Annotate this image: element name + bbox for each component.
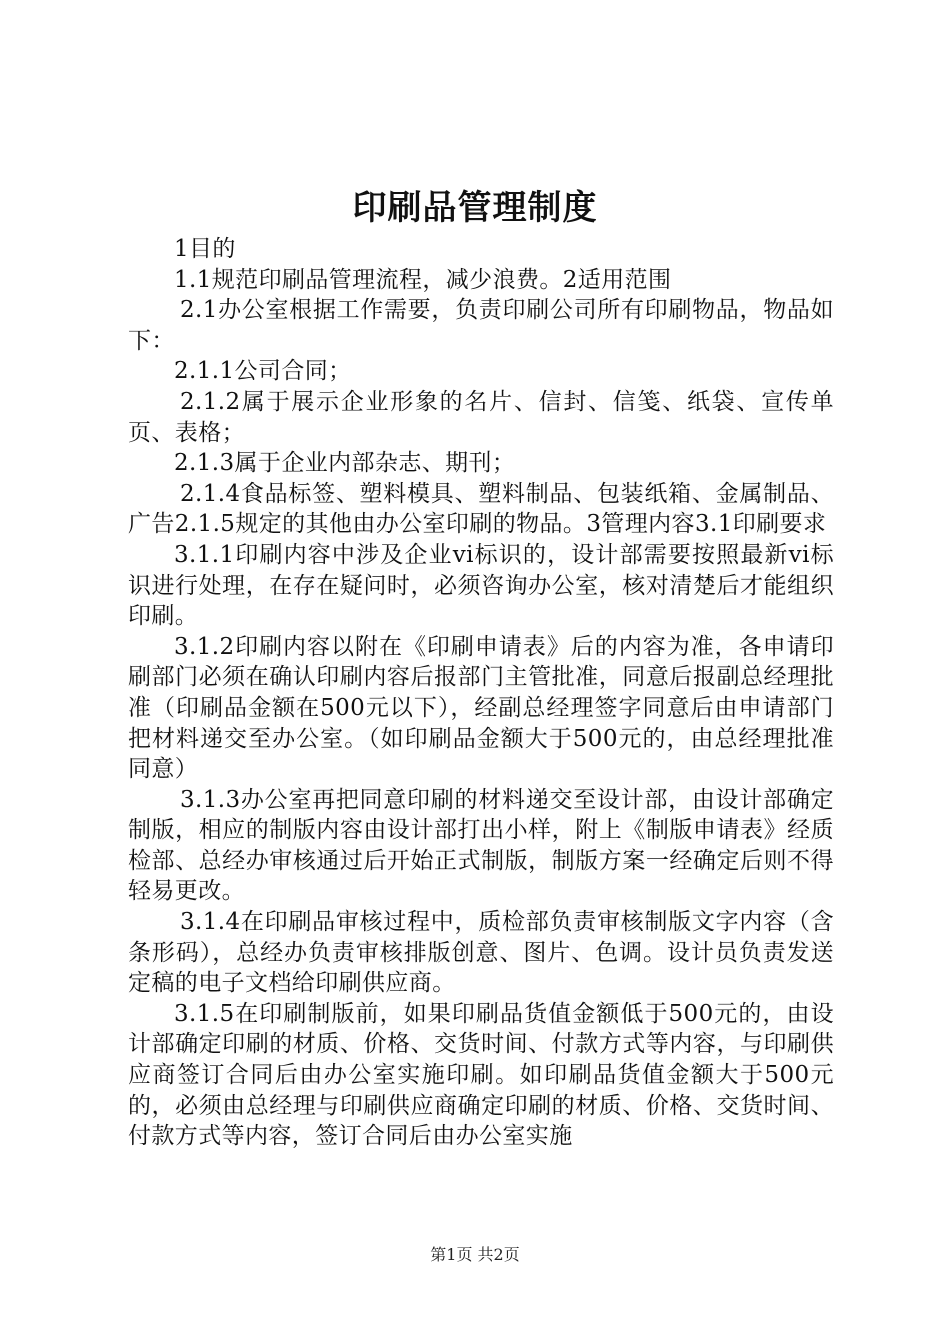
paragraph: 3.1.1印刷内容中涉及企业vi标识的，设计部需要按照最新vi标识进行处理，在存在疑问时，必须咨询办公室，核对清楚后才能组织印刷。 [128, 541, 834, 630]
paragraph: 2.1.4食品标签、塑料模具、塑料制品、包装纸箱、金属制品、广告2.1.5规定的其他由办公室印刷的物品。3管理内容3.1印刷要求 [128, 480, 834, 538]
page-number-footer: 第1页 共2页 [430, 1245, 520, 1264]
paragraph: 3.1.5在印刷制版前，如果印刷品货值金额低于500元的，由设计部确定印刷的材质、价格、交货时间、付款方式等内容，与印刷供应商签订合同后由办公室实施印刷。如印刷品货值金额大于500元的，必须由总经理与印刷供应商确定印刷的材质、价格、交货时间、付款方式等内容，签订合同后由办公室实施 [128, 1000, 834, 1150]
paragraph: 2.1.1公司合同； [174, 358, 352, 385]
paragraph: 2.1办公室根据工作需要，负责印刷公司所有印刷物品，物品如下： [128, 297, 834, 354]
document-body [128, 234, 834, 1152]
paragraph: 2.1.3属于企业内部杂志、期刊； [174, 450, 516, 477]
paragraph: 3.1.3办公室再把同意印刷的材料递交至设计部，由设计部确定制版，相应的制版内容由设计部打出小样，附上《制版申请表》经质检部、总经办审核通过后开始正式制版，制版方案一经确定后则不得轻易更改。 [128, 786, 834, 905]
document-title: 印刷品管理制度 [352, 188, 598, 228]
paragraph: 3.1.2印刷内容以附在《印刷申请表》后的内容为准，各申请印刷部门必须在确认印刷内容后报部门主管批准，同意后报副总经理批准（印刷品金额在500元以下），经副总经理签字同意后由申请部门把材料递交至办公室。（如印刷品金额大于500元的，由总经理批准同意） [128, 633, 834, 783]
paragraph: 1目的 [174, 236, 236, 262]
paragraph: 3.1.4在印刷品审核过程中，质检部负责审核制版文字内容（含条形码），总经办负责审核排版创意、图片、色调。设计员负责发送定稿的电子文档给印刷供应商。 [128, 909, 834, 997]
paragraph: 1.1规范印刷品管理流程，减少浪费。2适用范围 [174, 266, 672, 293]
paragraph: 2.1.2属于展示企业形象的名片、信封、信笺、纸袋、宣传单页、表格； [128, 388, 834, 446]
